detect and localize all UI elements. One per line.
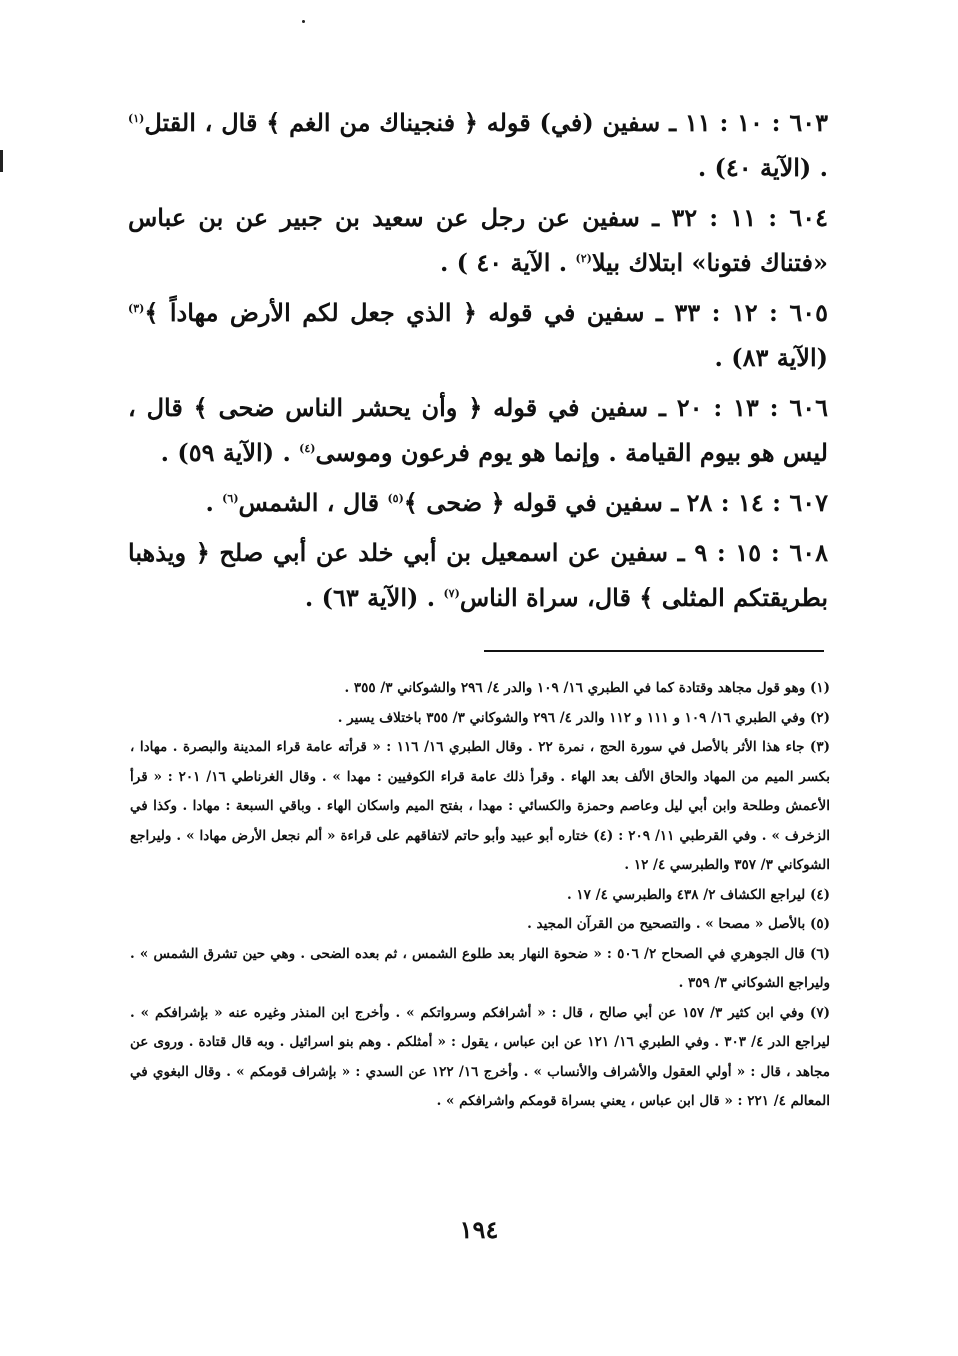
entry-text: ٦٠٥ : ١٢ : ٣٣ ـ سفين في قوله ﴿ الذي جعل لكم الأرض مهاداً ﴾ [144, 298, 828, 327]
entry-tail: . (الآية ٤٠) . [697, 153, 828, 182]
footnote-7: (٧) وفي ابن كثير ٣/ ١٥٧ عن أبي صالح ، قال : « أشرافكم وسرواتكم » . وأخرج ابن المنذر وغيره عنه « بإشرافكم » . ليراجع الدر ٤/ ٣٠٣ . وفي الطبري ١٦/ ١٢١ عن ابن عباس ، يقول : « أمثلكم . وهم بنو اسرائيل . وبه قال قتادة . وروى عن مجاهد ، قال : « أولي العقول والأشراف والأنساب » . وأخرج ١٦/ ١٢٢ عن السدي : « بإشراف قومكم » . وقال البغوي في المعالم ٤/ ٢٢١ : « قال ابن عباس ، يعني بسراة قومكم واشرافكم » . [130, 1004, 830, 1109]
entry-text: ٦٠٨ : ١٥ : ٩ ـ سفين عن اسمعيل بن أبي خلد عن أبي صلح ﴿ ويذهبا بطريقتكم المثلى ﴾ قال، سراة الناس [128, 538, 828, 612]
footnote-4: (٤) ليراجع الكشاف ٢/ ٤٣٨ والطبرسي ٤/ ١٧ . [567, 886, 830, 903]
footnote-ref[interactable]: (٤) [299, 442, 316, 455]
footnotes [130, 674, 830, 1117]
entry-tail: (الآية ٨٣) . [714, 343, 828, 372]
entries-list [128, 100, 828, 625]
entry-tail: . (الآية ٦٣) . [304, 583, 444, 612]
footnote-ref[interactable]: (٥) [387, 492, 404, 505]
entry-605 [128, 290, 828, 380]
footnote-6: (٦) قال الجوهري في الصحاح ٢/ ٥٠٦ : « ضحوة النهار بعد طلوع الشمس ، ثم بعده الضحى . وهي حين تشرق الشمس » . وليراجع الشوكاني ٣/ ٣٥٩ . [130, 945, 830, 991]
entry-606 [128, 385, 828, 475]
footnote-2: (٢) وفي الطبري ١٦/ ١٠٩ و ١١١ و ١١٢ والدر ٤/ ٢٩٦ والشوكاني ٣/ ٣٥٥ باختلاف يسير . [337, 709, 830, 726]
footnote-ref[interactable]: (٢) [575, 252, 592, 265]
footnote-separator [484, 650, 824, 652]
footnote-1: (١) وهو قول مجاهد وقتادة كما في الطبري ١٦/ ١٠٩ والدر ٤/ ٢٩٦ والشوكاني ٣/ ٣٥٥ . [344, 680, 830, 696]
entry-text: ٦٠٧ : ١٤ : ٢٨ ـ سفين في قوله ﴿ ضحى ﴾ [403, 488, 828, 517]
entry-tail: . [205, 488, 223, 517]
footnote-ref[interactable]: (٧) [443, 587, 460, 600]
entry-tail: . الآية ٤٠ ) . [439, 248, 576, 277]
entry-607 [128, 480, 828, 525]
page-number: ١٩٤ [459, 1215, 499, 1244]
entry-text: ٦٠٦ : ١٣ : ٢٠ ـ سفين في قوله ﴿ وأن يحشر الناس ضحى ﴾ قال ، ليس هو بيوم القيامة . وإنما هو يوم فرعون وموسى [128, 393, 828, 467]
footnote-3: (٣) جاء هذا الأثر بالأصل في سورة الحج ، نمرة ٢٢ . وقال الطبري ١٦/ ١١٦ : « قرأته عامة قراء المدينة والبصرة . مهادا ، بكسر الميم من المهاد والحاق الألف بعد الهاء . وقرأ ذلك عامة قراء الكوفيين : مهدا » . وقال الغرناطي ١٦/ ٢٠١ : « قرأ الأعمش وطلحة وابن أبي ليل وعاصم وحمزة والكسائي : مهدا ، بفتح الميم واسكان الهاء . وباقي السبعة : مهادا . وكذا في الزخرف » . وفي القرطبي ١١/ ٢٠٩ : (٤) ختاره أبو عبيد وأبو حاتم لاتفاقهم على قراءة « ألم نجعل الأرض مهادا » . وليراجع الشوكاني ٣/ ٣٥٧ والطبرسي ٤/ ١٢ . [130, 739, 831, 873]
entry-603 [128, 100, 828, 190]
speck-mark [302, 20, 305, 23]
footnote-ref[interactable]: (٦) [222, 492, 239, 505]
entry-text: ٦٠٣ : ١٠ : ١١ ـ سفين (في) قوله ﴿ فنجيناك من الغم ﴾ قال ، القتل [144, 108, 828, 137]
entry-text: ٦٠٤ : ١١ : ٣٢ ـ سفين عن رجل عن سعيد بن جبير عن بن عباس «فتناك فتونا» ابتلاك بيلا [128, 203, 829, 277]
footnote-5: (٥) بالأصل « مصحا » . والتصحيح من القرآن المجيد . [527, 916, 830, 932]
edge-mark [0, 150, 3, 172]
entry-608 [128, 530, 828, 620]
entry-tail: . (الآية ٥٩) . [160, 438, 300, 467]
entry-604 [128, 195, 828, 285]
entry-tail: قال ، الشمس [238, 488, 388, 517]
footnote-ref[interactable]: (١) [128, 112, 145, 125]
footnote-ref[interactable]: (٣) [128, 302, 145, 315]
